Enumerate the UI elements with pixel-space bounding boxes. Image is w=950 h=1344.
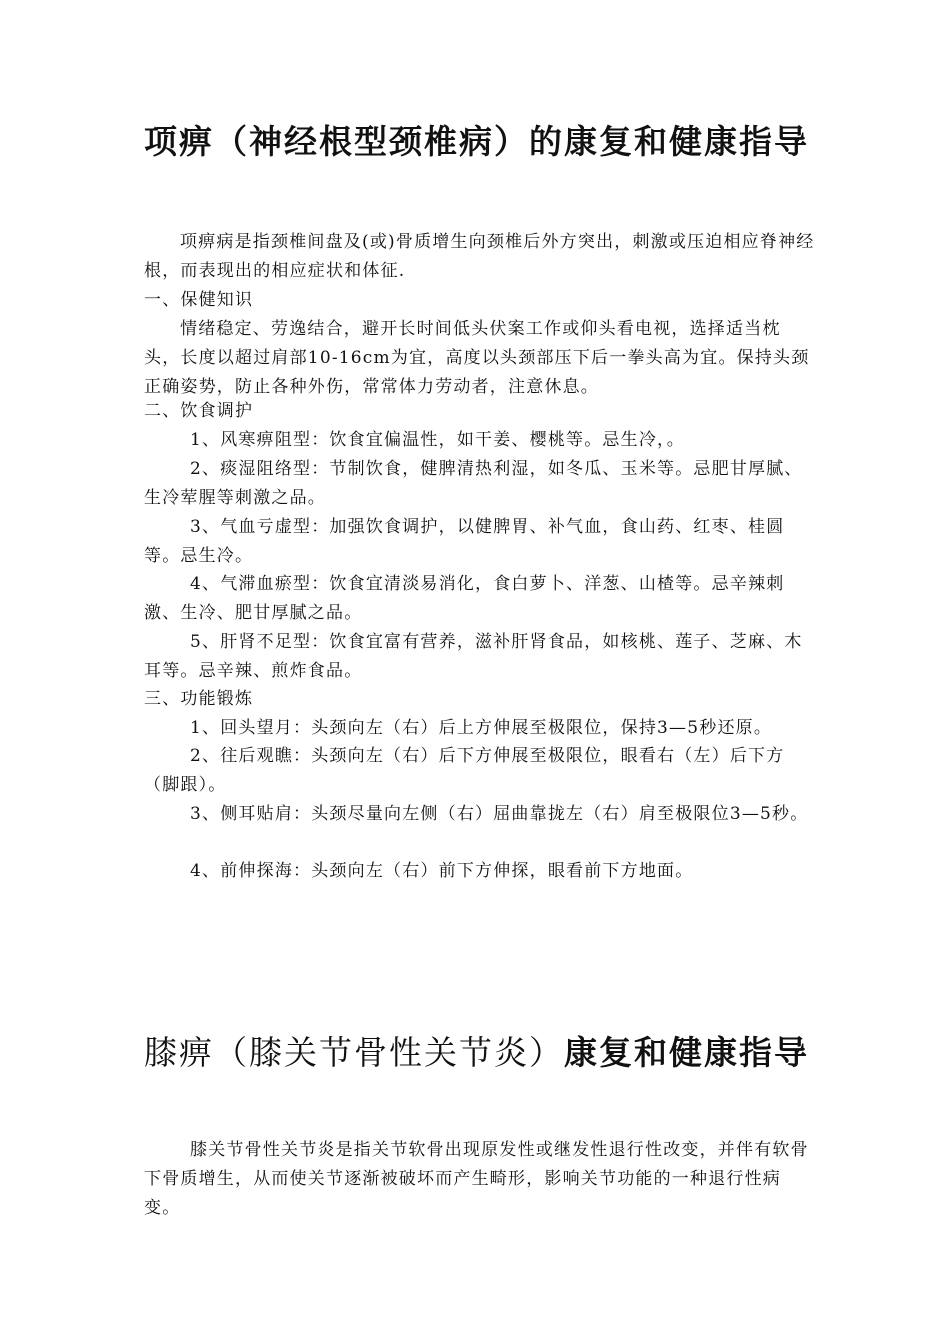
heading-health-knowledge: 一、保健知识 bbox=[144, 290, 254, 310]
heading-diet-care: 二、饮食调护 bbox=[144, 401, 254, 421]
diet-item-2: 2、痰湿阻络型：节制饮食，健脾清热利湿，如冬瓜、玉米等。忌肥甘厚腻、生冷荤腥等刺激之品。 bbox=[144, 459, 803, 508]
exercise-item-2: 2、往后观瞧：头颈向左（右）后下方伸展至极限位，眼看右（左）后下方（脚跟）。 bbox=[144, 746, 785, 795]
diet-item-5: 5、肝肾不足型：饮食宜富有营养，滋补肝肾食品，如核桃、莲子、芝麻、木耳等。忌辛辣、煎炸食品。 bbox=[144, 632, 803, 681]
exercise-item-4: 4、前伸探海：头颈向左（右）前下方伸探，眼看前下方地面。 bbox=[190, 861, 694, 881]
health-knowledge-paragraph: 情绪稳定、劳逸结合，避开长时间低头伏案工作或仰头看电视，选择适当枕头，长度以超过肩部10-16cm为宜，高度以头颈部压下后一拳头高为宜。保持头颈正确姿势，防止各种外伤，常常体力劳动者，注意休息。 bbox=[144, 319, 810, 397]
heading-exercise: 三、功能锻炼 bbox=[144, 689, 254, 709]
section2-title-bold: 康复和健康指导 bbox=[564, 1033, 809, 1072]
exercise-item-1: 1、回头望月：头颈向左（右）后上方伸展至极限位，保持3—5秒还原。 bbox=[190, 718, 773, 738]
diet-item-3: 3、气血亏虚型：加强饮食调护，以健脾胃、补气血，食山药、红枣、桂圆等。忌生冷。 bbox=[144, 517, 785, 566]
section1-intro: 项痹病是指颈椎间盘及(或)骨质增生向颈椎后外方突出，刺激或压迫相应脊神经根，而表现出的相应症状和体征. bbox=[144, 232, 815, 281]
exercise-item-3: 3、侧耳贴肩：头颈尽量向左侧（右）屈曲靠拢左（右）肩至极限位3—5秒。 bbox=[190, 804, 809, 824]
section2-intro: 膝关节骨性关节炎是指关节软骨出现原发性或继发性退行性改变，并伴有软骨下骨质增生，从而使关节逐渐被破坏而产生畸形，影响关节功能的一种退行性病变。 bbox=[144, 1140, 809, 1218]
diet-item-4: 4、气滞血瘀型：饮食宜清淡易消化，食白萝卜、洋葱、山楂等。忌辛辣刺激、生冷、肥甘厚腻之品。 bbox=[144, 574, 785, 623]
section2-title bbox=[144, 1024, 824, 1082]
section2-title-light: 膝痹（膝关节骨性关节炎） bbox=[144, 1033, 564, 1072]
section1-title: 项痹（神经根型颈椎病）的康复和健康指导 bbox=[144, 122, 809, 161]
diet-item-1: 1、风寒痹阻型：饮食宜偏温性，如干姜、樱桃等。忌生冷，。 bbox=[190, 430, 685, 450]
